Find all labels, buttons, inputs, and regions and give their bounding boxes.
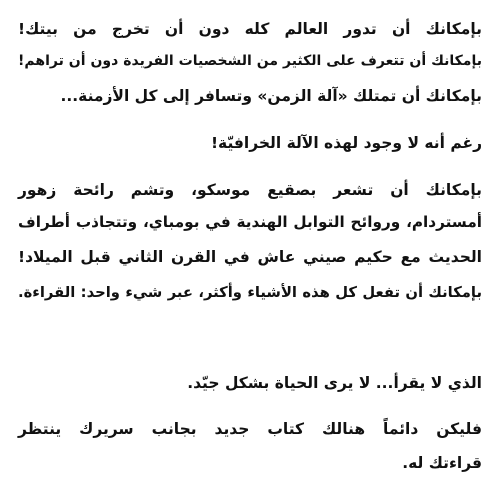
text-line: قراءتك له.	[402, 454, 482, 472]
text-line: رغم أنه لا وجود لهذه الآلة الخرافيّة!	[210, 134, 482, 152]
text-line: بإمكانك أن تتعرف على الكثير من الشخصيات الفريدة دون أن تراهم!	[18, 53, 482, 69]
text-line: فليكن دائماً هنالك كتاب جديد بجانب سريرك ينتظر	[18, 420, 482, 438]
text-line: أمستردام، وروائح التوابل الهندية في بومباي، وتتجاذب أطراف	[18, 213, 482, 231]
text-line: بإمكانك أن تشعر بصقيع موسكو، وتشم رائحة زهور	[18, 181, 482, 199]
text-line: بإمكانك أن تفعل كل هذه الأشياء وأكثر، عبر شيء واحد: القراءة.	[18, 284, 482, 301]
text-line: بإمكانك أن تمتلك «آلة الزمن» وتسافر إلى كل الأزمنة...	[60, 87, 482, 105]
text-line: الذي لا يقرأ... لا يرى الحياة بشكل جيّد.	[187, 374, 482, 392]
text-line: الحديث مع حكيم صيني عاش في القرن الثاني قبل الميلاد!	[18, 248, 482, 266]
text-line: بإمكانك أن تدور العالم كله دون أن تخرج من بيتك!	[18, 20, 482, 38]
